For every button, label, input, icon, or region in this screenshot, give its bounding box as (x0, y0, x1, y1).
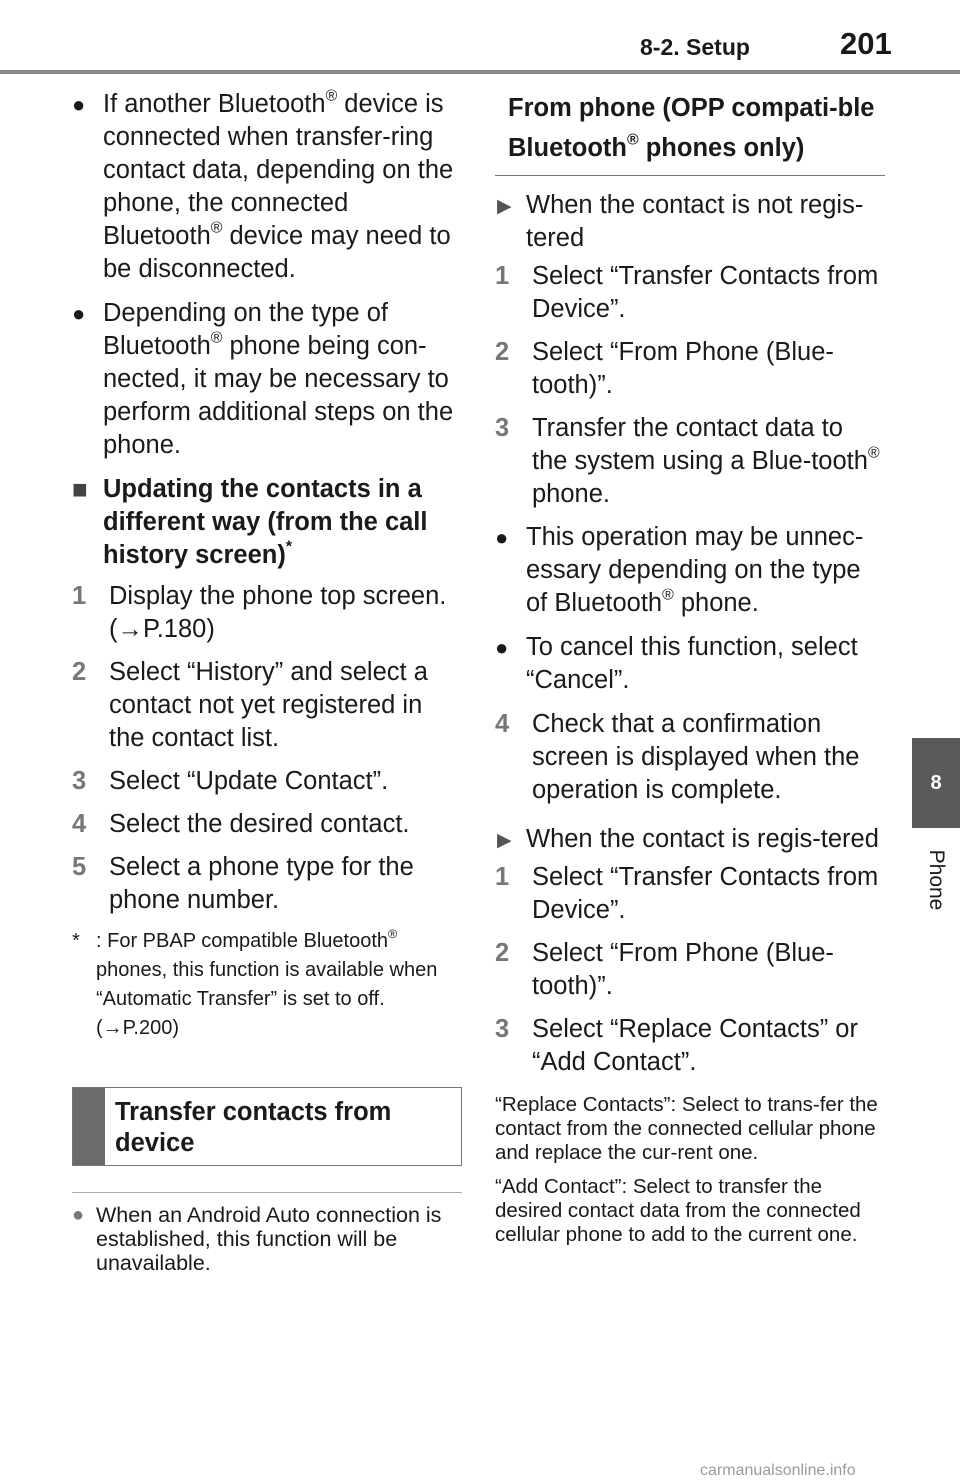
step-item: 2 Select “History” and select a contact not yet registered in the contact list. (72, 658, 428, 752)
step-item: 1 Select “Transfer Contacts from Device”. (495, 262, 879, 323)
step-item: 3 Select “Replace Contacts” or “Add Contact”. (495, 1015, 858, 1076)
subsection-box-heading: From phone (OPP compati-ble Bluetooth® phones only) (495, 88, 885, 175)
arrow-icon: ▶ (497, 196, 512, 217)
step-item: 1 Select “Transfer Contacts from Device”. (495, 863, 879, 924)
right-column (495, 88, 885, 1247)
square-icon: ■ (72, 474, 88, 504)
section-title: 8-2. Setup (640, 34, 750, 60)
step-item: 2 Select “From Phone (Blue-tooth)”. (495, 939, 834, 1000)
page-header (0, 0, 960, 76)
step-number: 4 (495, 710, 510, 738)
note-item: ● When an Android Auto connection is established, this function will be unavailable. (72, 1203, 442, 1275)
step-number: 3 (72, 767, 87, 795)
step-number: 1 (495, 262, 510, 290)
step-item: 4 Check that a confirmation screen is displayed when the operation is complete. (495, 710, 860, 804)
case-item: ▶ When the contact is regis-tered (495, 823, 885, 856)
step-item: 3 Select “Update Contact”. (72, 765, 462, 798)
heading-underline (495, 175, 885, 176)
step-number: 1 (495, 863, 510, 891)
step-item: 4 Select the desired contact. (72, 808, 462, 841)
arrow-icon: ▶ (497, 830, 512, 851)
subsection-heading: ■ Updating the contacts in a different way (from the call history screen)* (72, 474, 428, 569)
chapter-tab[interactable]: 8 (912, 738, 960, 828)
step-number: 5 (72, 853, 87, 881)
section-box-heading: Transfer contacts from device (72, 1087, 462, 1166)
step-item: 5 Select a phone type for the phone number. (72, 853, 414, 914)
footnote: * : For PBAP compatible Bluetooth® phones, this function is available when “Automatic Transfer” is set to off. (→P.200) (72, 927, 438, 1039)
note-divider (72, 1192, 462, 1193)
case-item: ▶ When the contact is not regis-tered (497, 191, 864, 252)
step-number: 3 (495, 1015, 510, 1043)
step-number: 2 (72, 658, 87, 686)
step-item: 3 Transfer the contact data to the system using a Blue-tooth® phone. (495, 414, 880, 508)
note-dot-icon: ● (72, 1204, 85, 1226)
bullet-item: ● Depending on the type of Bluetooth® phone being con-nected, it may be necessary to perform additional steps on the phone. (72, 299, 454, 459)
bullet-item: ● This operation may be unnec-essary depending on the type of Bluetooth® phone. (495, 523, 864, 617)
chapter-label: Phone (925, 849, 948, 911)
page-number: 201 (840, 26, 892, 61)
bullet-icon: ● (72, 301, 86, 326)
step-item: 2 Select “From Phone (Blue-tooth)”. (495, 338, 834, 399)
bullet-item: ● If another Bluetooth® device is connected when transfer-ring contact data, depending on the phone, the connected Bluetooth® device may need to be disconnected. (72, 87, 454, 283)
step-item: 1 Display the phone top screen. (→P.180) (72, 582, 447, 643)
description-add: “Add Contact”: Select to transfer the desired contact data from the connected cellular phone to add to the current one. (495, 1175, 861, 1246)
step-number: 2 (495, 939, 510, 967)
watermark: carmanualsonline.info (700, 1462, 856, 1479)
heading-bar (73, 1088, 105, 1165)
step-number: 4 (72, 810, 87, 838)
bullet-icon: ● (72, 92, 86, 117)
step-number: 2 (495, 338, 510, 366)
bullet-icon: ● (495, 635, 509, 660)
description-replace: “Replace Contacts”: Select to trans-fer the contact from the connected cellular phone and replace the cur-rent one. (495, 1093, 878, 1164)
bullet-item: ● To cancel this function, select “Cancel”. (495, 633, 858, 694)
left-column (72, 88, 462, 1275)
bullet-icon: ● (495, 525, 509, 550)
step-number: 3 (495, 414, 510, 442)
step-number: 1 (72, 582, 87, 610)
header-rule (0, 70, 960, 74)
